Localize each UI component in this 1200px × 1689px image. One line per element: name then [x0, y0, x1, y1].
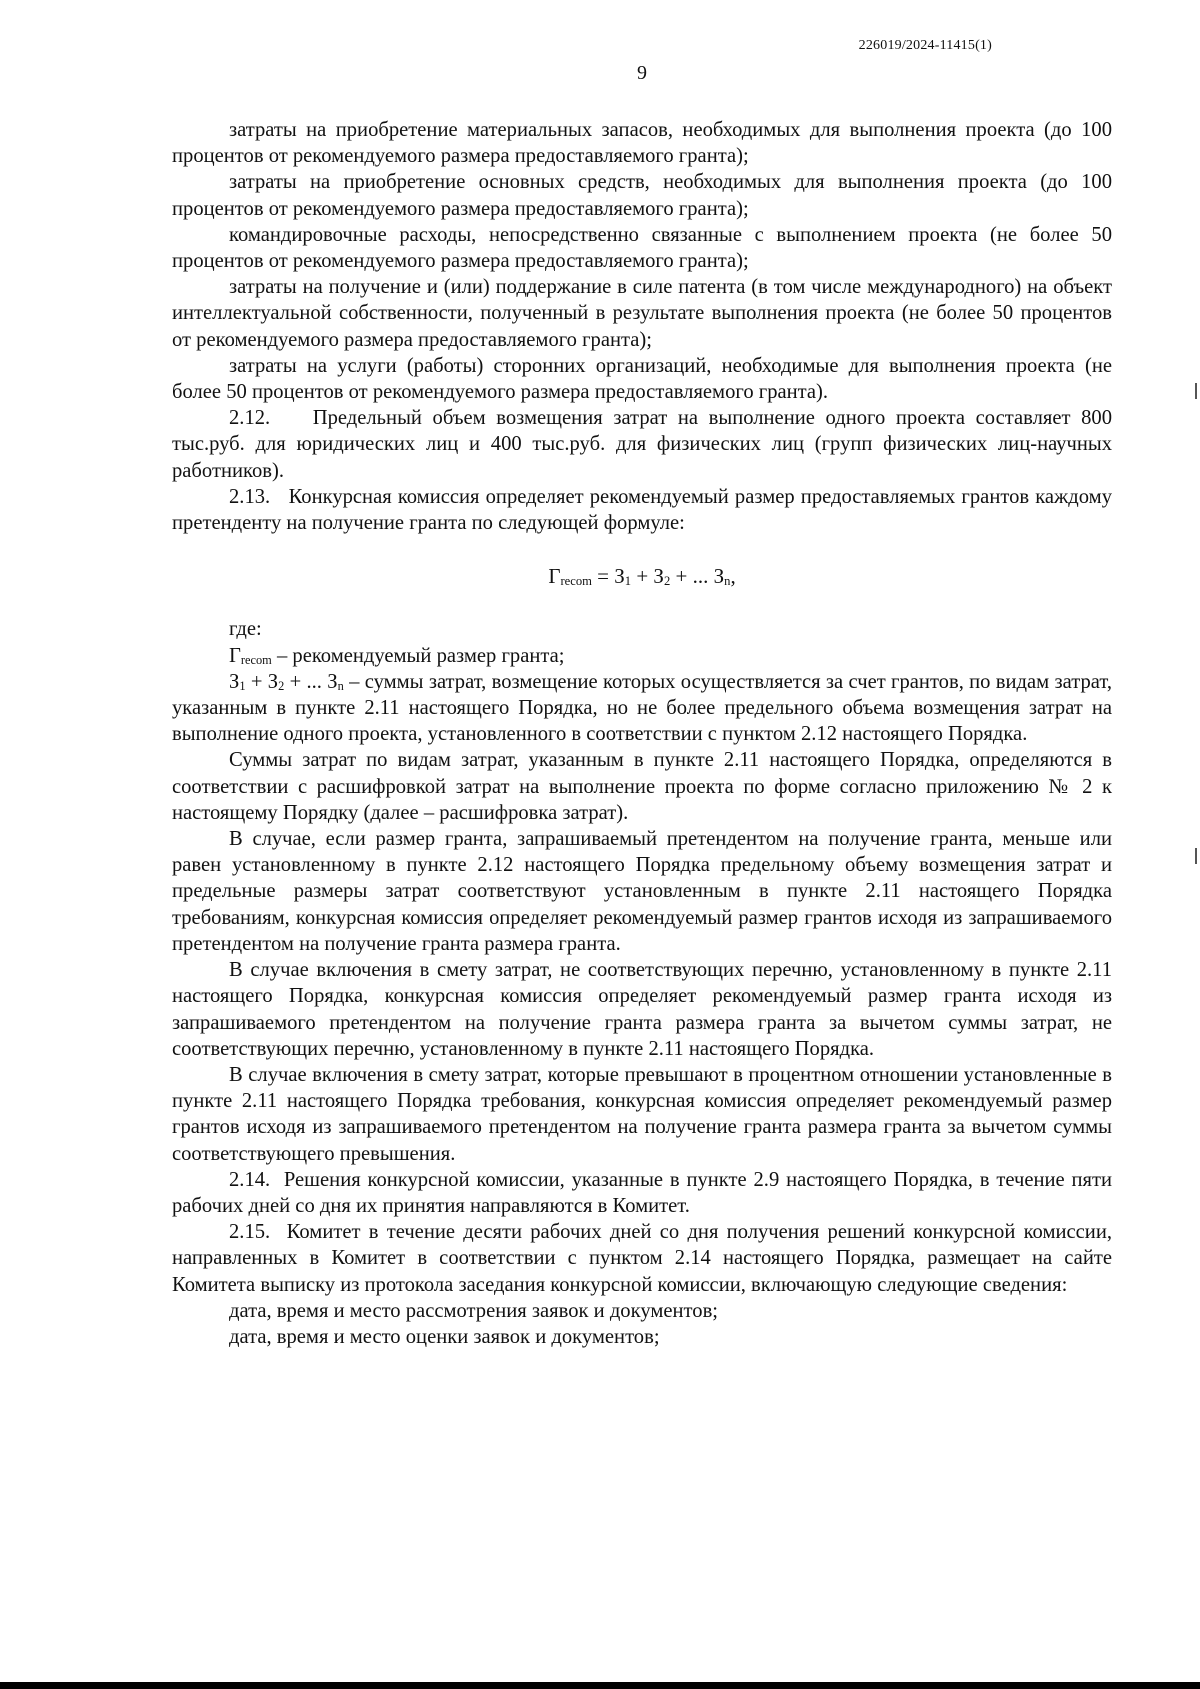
paragraph-2-12: 2.12. Предельный объем возмещения затрат на выполнение одного проекта составляет 800 тыс.руб. для юридических лиц и 400 тыс.руб. для физических лиц (групп физических лиц-научных работников).	[172, 407, 1118, 482]
list-item: дата, время и место оценки заявок и документов;	[229, 1325, 660, 1348]
paragraph: В случае, если размер гранта, запрашиваемый претендентом на получение гранта, меньше или равен установленному в пункте 2.12 настоящего Порядка предельному объему возмещения затрат и предельные размеры затрат соответствуют установленным в пункте 2.11 настоящего Порядка требованиям, конкурсная комиссия определяет рекомендуемый размер грантов исходя из запрашиваемого претендентом на получение гранта размера гранта.	[172, 828, 1112, 955]
paragraph-2-14: 2.14. Решения конкурсной комиссии, указанные в пункте 2.9 настоящего Порядка, в течение пяти рабочих дней со дня их принятия направляются в Комитет.	[172, 1168, 1118, 1217]
def2-a: З	[229, 670, 240, 693]
formula-eq: = З	[591, 564, 625, 589]
def2-c: + ... З	[284, 670, 338, 693]
def2-s2: 2	[278, 678, 285, 693]
formula-sub-n: n	[724, 574, 731, 589]
scan-margin-mark	[1195, 848, 1197, 864]
def1-sub: recom	[240, 652, 272, 667]
def2-sn: n	[337, 678, 344, 693]
formula-sub-1: 1	[624, 574, 632, 589]
scan-bottom-edge	[0, 1682, 1200, 1689]
formula-end: ,	[730, 564, 736, 589]
def2-text: – суммы затрат, возмещение которых осуществляется за счет грантов, по видам затрат, указанным в пункте 2.11 настоящего Порядка, но не более предельного объема возмещения затрат на выполнение одного проекта, установленного в соответствии с пунктом 2.12 настоящего Порядка.	[172, 670, 1112, 746]
paragraph-2-15: 2.15. Комитет в течение десяти рабочих дней со дня получения решений конкурсной комиссии, направленных в Комитет в соответствии с пунктом 2.14 настоящего Порядка, размещает на сайте Комитета выписку из протокола заседания конкурсной комиссии, включающую следующие сведения:	[172, 1221, 1118, 1296]
paragraph: затраты на услуги (работы) сторонних организаций, необходимые для выполнения проекта (не более 50 процентов от рекомендуемого размера предоставляемого гранта).	[172, 354, 1112, 404]
grant-formula	[172, 563, 1112, 589]
def1-symbol: Г	[229, 644, 241, 667]
formula-plus-2: + ... З	[670, 564, 725, 589]
def2-b: + З	[245, 670, 279, 693]
paragraph: В случае включения в смету затрат, которые превышают в процентном отношении установленные в пункте 2.11 настоящего Порядка требования, конкурсная комиссия определяет рекомендуемый размер грантов исходя из запрашиваемого претендентом на получение гранта размера гранта за вычетом суммы соответствующего превышения.	[172, 1063, 1112, 1165]
formula-plus-1: + З	[631, 564, 664, 589]
def2-s1: 1	[239, 678, 246, 693]
list-item: дата, время и место рассмотрения заявок и документов;	[229, 1299, 719, 1322]
def1-text: – рекомендуемый размер гранта;	[271, 644, 565, 667]
paragraph-2-13: 2.13. Конкурсная комиссия определяет рекомендуемый размер предоставляемых грантов каждому претенденту на получение гранта по следующей формуле:	[172, 485, 1118, 535]
paragraph: В случае включения в смету затрат, не соответствующих перечню, установленному в пункте 2.11 настоящего Порядка, конкурсная комиссия определяет рекомендуемый размер гранта исходя из запрашиваемого претендентом на получение гранта размера гранта за вычетом суммы затрат, не соответствующих перечню, установленному в пункте 2.11 настоящего Порядка.	[172, 959, 1112, 1060]
paragraph: командировочные расходы, непосредственно связанные с выполнением проекта (не более 50 процентов от рекомендуемого размера предоставляемого гранта);	[172, 223, 1112, 273]
where-label: где:	[229, 618, 262, 641]
formula-sub-2: 2	[663, 574, 671, 589]
paragraph: затраты на приобретение основных средств, необходимых для выполнения проекта (до 100 процентов от рекомендуемого размера предоставляемого гранта);	[172, 171, 1112, 220]
paragraph: затраты на получение и (или) поддержание в силе патента (в том числе международного) на объект интеллектуальной собственности, полученный в результате выполнения проекта (не более 50 процентов от рекомендуемого размера предоставляемого гранта);	[172, 276, 1112, 351]
page-number: 9	[637, 62, 647, 84]
document-id: 226019/2024-11415(1)	[858, 38, 992, 53]
paragraph: Суммы затрат по видам затрат, указанным в пункте 2.11 настоящего Порядка, определяются в соответствии с расшифровкой затрат на выполнение проекта по форме согласно приложению № 2 к настоящему Порядку (далее – расшифровка затрат).	[172, 749, 1112, 824]
definition-costs	[172, 669, 1112, 748]
paragraph: затраты на приобретение материальных запасов, необходимых для выполнения проекта (до 100 процентов от рекомендуемого размера предоставляемого гранта);	[172, 119, 1112, 168]
formula-lhs-sub: recom	[560, 574, 592, 589]
formula-lhs: Г	[548, 564, 561, 589]
definition-grant	[172, 643, 1112, 669]
scan-margin-mark	[1195, 383, 1197, 399]
document-body	[172, 117, 1118, 1350]
